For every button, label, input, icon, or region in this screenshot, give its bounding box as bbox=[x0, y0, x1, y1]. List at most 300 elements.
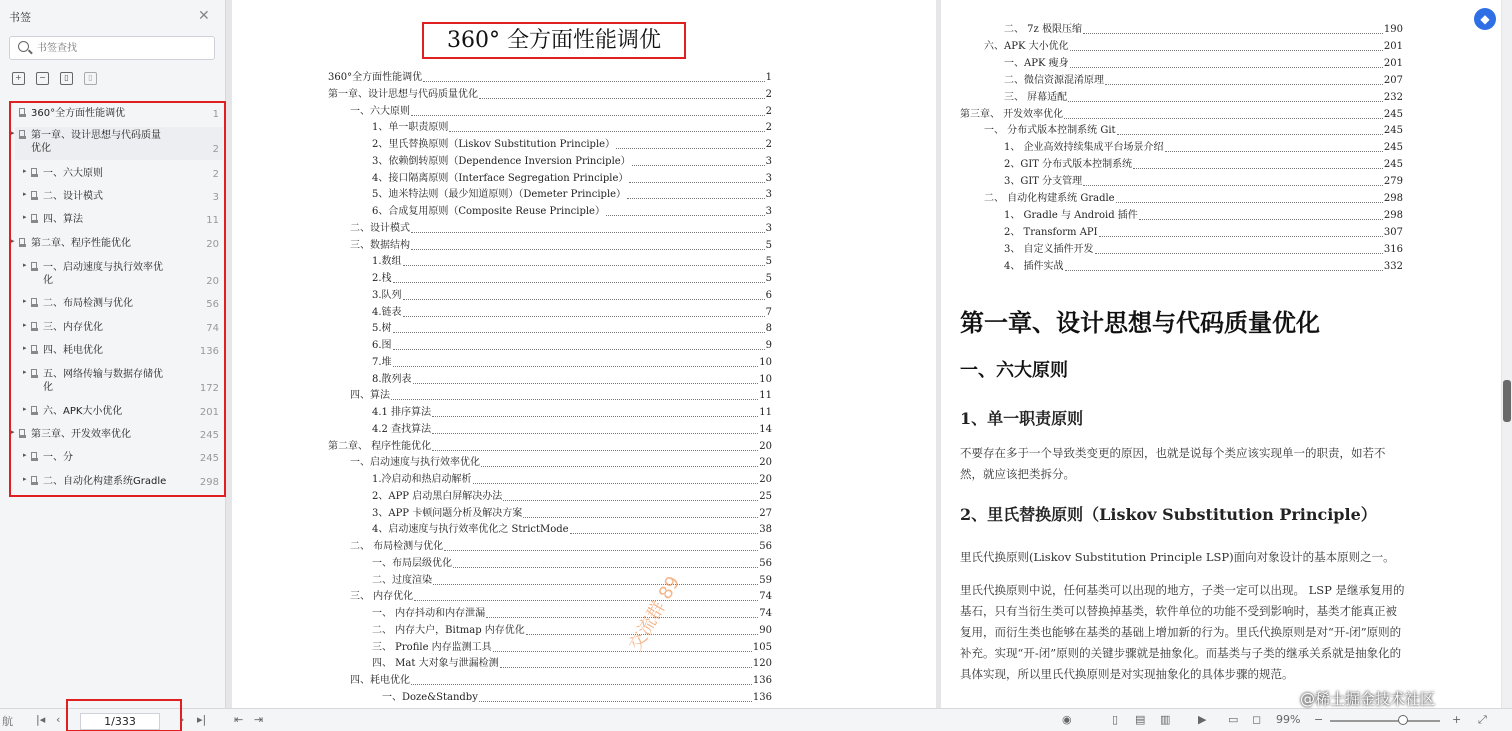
toc-entry-page: 11 bbox=[759, 407, 772, 418]
toc-leader-dots bbox=[1116, 192, 1383, 203]
toc-entry-text: 一、Doze&Standby bbox=[382, 692, 478, 703]
toc-entry-text: 2、GIT 分布式版本控制系统 bbox=[1004, 159, 1133, 170]
toc-leader-dots bbox=[479, 88, 765, 99]
single-page-icon[interactable]: ▯ bbox=[1112, 713, 1119, 726]
pdf-page-1 bbox=[232, 0, 936, 708]
bookmark-tree bbox=[9, 101, 226, 497]
play-icon[interactable]: ▶ bbox=[1198, 713, 1207, 726]
toc-entry-text: 四、 Mat 大对象与泄漏检测 bbox=[372, 658, 499, 669]
toc-entry[interactable] bbox=[960, 108, 1403, 122]
toc-leader-dots bbox=[1139, 209, 1383, 220]
bookmark-label: 六、APK大小优化 bbox=[43, 406, 123, 417]
toc-entry[interactable] bbox=[350, 674, 772, 688]
fit-page-icon[interactable]: ◻ bbox=[1252, 713, 1262, 726]
toc-entry-page: 5 bbox=[765, 256, 772, 267]
toc-entry-page: 3 bbox=[765, 173, 772, 184]
toc-leader-dots bbox=[1095, 243, 1383, 254]
table-of-contents bbox=[232, 0, 936, 708]
page-indicator-highlight bbox=[66, 699, 185, 731]
toc-entry[interactable] bbox=[372, 272, 772, 286]
toc-entry[interactable] bbox=[350, 222, 772, 236]
toc-entry[interactable] bbox=[382, 691, 772, 705]
bookmark-label-wrap: 化 bbox=[43, 275, 53, 286]
expand-arrow-icon[interactable]: ▸ bbox=[23, 321, 27, 329]
toc-leader-dots bbox=[629, 172, 764, 183]
toc-entry-text: 1、单一职责原则 bbox=[372, 122, 449, 133]
toc-leader-dots bbox=[473, 473, 759, 484]
back-icon[interactable]: ⇤ bbox=[234, 713, 244, 726]
next-page-icon[interactable]: › bbox=[180, 713, 185, 726]
bookmark-icon bbox=[31, 214, 37, 223]
toc-entry-text: 4.2 查找算法 bbox=[372, 424, 432, 435]
zoom-slider-handle[interactable] bbox=[1398, 715, 1408, 725]
bookmark-icon bbox=[31, 452, 37, 461]
toc-entry-text: 四、耗电优化 bbox=[350, 675, 410, 686]
chapter-heading: 第一章、设计思想与代码质量优化 bbox=[960, 308, 1320, 337]
toc-entry-page: 316 bbox=[1383, 244, 1403, 255]
bookmark-icon bbox=[31, 345, 37, 354]
toc-entry[interactable] bbox=[372, 423, 772, 437]
toc-entry[interactable] bbox=[372, 624, 772, 638]
fit-width-icon[interactable]: ▭ bbox=[1228, 713, 1239, 726]
toc-leader-dots bbox=[433, 574, 758, 585]
toc-entry-page: 245 bbox=[1383, 109, 1403, 120]
toc-entry-page: 27 bbox=[759, 508, 772, 519]
toc-entry[interactable] bbox=[372, 322, 772, 336]
toc-leader-dots bbox=[411, 674, 752, 685]
vertical-scrollbar[interactable] bbox=[1502, 0, 1512, 708]
toc-entry[interactable] bbox=[372, 339, 772, 353]
toc-entry-text: 5.树 bbox=[372, 323, 392, 334]
add-bookmark-icon[interactable]: ▯ bbox=[60, 72, 73, 85]
toc-entry-text: 2、里氏替换原则（Liskov Substitution Principle） bbox=[372, 139, 616, 150]
bookmark-page-number: 20 bbox=[206, 276, 219, 287]
toc-entry-page: 10 bbox=[759, 357, 772, 368]
toc-entry-text: 二、微信资源混淆原理 bbox=[1004, 75, 1104, 86]
toc-leader-dots bbox=[479, 691, 752, 702]
toc-leader-dots bbox=[481, 456, 758, 467]
toc-entry-text: 6.图 bbox=[372, 340, 392, 351]
bookmark-icon bbox=[19, 130, 25, 139]
toc-entry[interactable] bbox=[372, 306, 772, 320]
expand-arrow-icon[interactable]: ▸ bbox=[11, 129, 15, 137]
toc-entry-page: 7 bbox=[765, 307, 772, 318]
toc-entry[interactable] bbox=[372, 523, 772, 537]
toc-leader-dots bbox=[411, 239, 765, 250]
toc-entry[interactable] bbox=[372, 172, 772, 186]
bookmark-icon bbox=[31, 191, 37, 200]
toc-entry-page: 232 bbox=[1383, 92, 1403, 103]
toc-entry-text: 第一章、设计思想与代码质量优化 bbox=[328, 89, 478, 100]
toc-leader-dots bbox=[453, 557, 758, 568]
toc-entry-page: 14 bbox=[759, 424, 772, 435]
toc-entry[interactable] bbox=[350, 540, 772, 554]
toc-entry-page: 1 bbox=[765, 72, 772, 83]
toc-entry-page: 2 bbox=[765, 139, 772, 150]
toc-entry[interactable] bbox=[372, 574, 772, 588]
toc-entry[interactable] bbox=[1004, 209, 1403, 223]
bookmark-page-number: 136 bbox=[199, 346, 219, 357]
toc-leader-dots bbox=[414, 590, 758, 601]
toc-entry[interactable] bbox=[372, 406, 772, 420]
toc-leader-dots bbox=[1064, 108, 1383, 119]
toc-entry[interactable] bbox=[372, 138, 772, 152]
toc-entry-page: 56 bbox=[759, 558, 772, 569]
bookmark-label: 三、内存优化 bbox=[43, 322, 103, 333]
toc-entry-page: 2 bbox=[765, 122, 772, 133]
toc-entry-text: 第二章、 程序性能优化 bbox=[328, 441, 432, 452]
toc-entry-text: 8.散列表 bbox=[372, 374, 412, 385]
toc-entry[interactable] bbox=[328, 71, 772, 85]
paragraph-3: 里氏代换原则中说，任何基类可以出现的地方，子类一定可以出现。 LSP 是继承复用的基石，只有当衍生类可以替换掉基类，软件单位的功能不受到影响时，基类才能真正被复用，而衍生类也能够在基类的基础上增加新的行为。里氏代换原则是对“开-闭”原则的补充。实现“开-闭”原则的关键步骤就是抽象化。而基类与子类的继承关系就是抽象化的具体实现，所以里氏代换原则是对实现抽象化的具体步骤的规范。 bbox=[960, 583, 1405, 681]
bookmark-label: 第三章、开发效率优化 bbox=[31, 429, 131, 440]
toc-leader-dots bbox=[500, 657, 752, 668]
toc-entry-text: 3、 自定义插件开发 bbox=[1004, 244, 1094, 255]
toc-entry-page: 201 bbox=[1383, 58, 1403, 69]
toc-entry-text: 二、过度渲染 bbox=[372, 575, 432, 586]
toc-entry-page: 2 bbox=[765, 106, 772, 117]
bottom-toolbar bbox=[0, 708, 1512, 731]
toc-entry[interactable] bbox=[372, 473, 772, 487]
toc-entry-text: 一、 分布式版本控制系统 Git bbox=[984, 125, 1116, 136]
fullscreen-icon[interactable]: ⤢ bbox=[1478, 713, 1487, 726]
toc-entry-page: 38 bbox=[759, 524, 772, 535]
bookmark-page-number: 3 bbox=[212, 192, 219, 203]
toc-entry-text: 三、 屏幕适配 bbox=[1004, 92, 1068, 103]
toc-entry-page: 245 bbox=[1383, 142, 1403, 153]
toc-leader-dots bbox=[423, 71, 765, 82]
toc-entry-text: 4.链表 bbox=[372, 307, 402, 318]
bookmark-search-box[interactable] bbox=[9, 36, 215, 60]
toc-entry-text: 二、设计模式 bbox=[350, 223, 410, 234]
toc-entry[interactable] bbox=[372, 205, 772, 219]
toc-entry-text: 六、APK 大小优化 bbox=[984, 41, 1069, 52]
first-page-icon[interactable]: |◂ bbox=[36, 713, 46, 726]
toc-entry-text: 二、 内存大户，Bitmap 内存优化 bbox=[372, 625, 525, 636]
toc-entry-text: 3.队列 bbox=[372, 290, 402, 301]
toc-entry-page: 298 bbox=[1383, 193, 1403, 204]
bookmark-page-number: 74 bbox=[206, 323, 219, 334]
toc-leader-dots bbox=[411, 222, 765, 233]
bookmark-sidebar bbox=[0, 0, 226, 708]
toc-entry[interactable] bbox=[984, 192, 1403, 206]
toc-leader-dots bbox=[432, 440, 758, 451]
bookmark-icon bbox=[31, 262, 37, 271]
expand-arrow-icon[interactable]: ▸ bbox=[23, 475, 27, 483]
toc-leader-dots bbox=[1165, 141, 1383, 152]
toc-entry-page: 298 bbox=[1383, 210, 1403, 221]
zoom-out-icon[interactable]: − bbox=[1314, 713, 1324, 726]
collapse-all-icon[interactable]: − bbox=[36, 72, 49, 85]
paragraph-1: 不要存在多于一个导致类变更的原因，也就是说每个类应该实现单一的职责，如若不然，就应该把类拆分。 bbox=[960, 446, 1386, 481]
bookmark-label: 第二章、程序性能优化 bbox=[31, 238, 131, 249]
dual-page-icon[interactable]: ▥ bbox=[1160, 713, 1171, 726]
bookmark-icon bbox=[19, 108, 25, 117]
bookmark-page-number: 245 bbox=[199, 453, 219, 464]
toc-leader-dots bbox=[391, 389, 758, 400]
toc-entry-text: 三、 Profile 内存监测工具 bbox=[372, 642, 492, 653]
toc-entry[interactable] bbox=[1004, 226, 1403, 240]
expand-arrow-icon[interactable]: ▸ bbox=[23, 368, 27, 376]
subsection-heading-2: 2、里氏替换原则（Liskov Substitution Principle） bbox=[960, 505, 1377, 524]
toc-entry-text: 2、APP 启动黑白屏解决办法 bbox=[372, 491, 503, 502]
toc-leader-dots bbox=[393, 356, 759, 367]
bookmark-label: 二、布局检测与优化 bbox=[43, 298, 133, 309]
nav-label: 航 bbox=[2, 715, 13, 728]
toc-entry-page: 25 bbox=[759, 491, 772, 502]
toc-entry[interactable] bbox=[372, 188, 772, 202]
bookmark-label: 360°全方面性能调优 bbox=[31, 108, 126, 119]
expand-arrow-icon[interactable]: ▸ bbox=[11, 237, 15, 245]
prev-page-icon[interactable]: ‹ bbox=[56, 713, 61, 726]
toc-entry-page: 245 bbox=[1383, 125, 1403, 136]
toc-entry-text: 二、 自动化构建系统 Gradle bbox=[984, 193, 1115, 204]
bookmark-icon bbox=[19, 429, 25, 438]
toc-entry-page: 90 bbox=[759, 625, 772, 636]
toc-leader-dots bbox=[393, 339, 765, 350]
bookmark-icon bbox=[31, 476, 37, 485]
toc-entry[interactable] bbox=[984, 40, 1403, 54]
document-viewport[interactable] bbox=[226, 0, 1512, 708]
sidebar-title: 书签 bbox=[9, 11, 31, 24]
pdf-page-2 bbox=[941, 0, 1501, 708]
toc-leader-dots bbox=[1105, 74, 1383, 85]
paragraph-2: 里氏代换原则(Liskov Substitution Principle LSP)面向对象设计的基本原则之一。 bbox=[960, 550, 1395, 564]
toc-entry[interactable] bbox=[1004, 91, 1403, 105]
toc-entry-text: 360°全方面性能调优 bbox=[328, 72, 423, 83]
toc-entry-text: 一、启动速度与执行效率优化 bbox=[350, 457, 480, 468]
expand-arrow-icon[interactable]: ▸ bbox=[23, 167, 27, 175]
toc-entry-text: 1、 Gradle 与 Android 插件 bbox=[1004, 210, 1138, 221]
toc-entry[interactable] bbox=[984, 124, 1403, 138]
toc-entry[interactable] bbox=[328, 88, 772, 102]
toc-leader-dots bbox=[393, 322, 765, 333]
toc-entry-text: 2.栈 bbox=[372, 273, 392, 284]
toc-leader-dots bbox=[1133, 158, 1383, 169]
assistant-float-icon[interactable]: ◆ bbox=[1474, 8, 1496, 30]
toc-entry-page: 279 bbox=[1383, 176, 1403, 187]
bookmark-page-number: 2 bbox=[212, 169, 219, 180]
bookmark-page-number: 201 bbox=[199, 407, 219, 418]
toc-entry-page: 11 bbox=[759, 390, 772, 401]
toc-entry[interactable] bbox=[350, 456, 772, 470]
toc-leader-dots bbox=[1117, 124, 1383, 135]
toc-leader-dots bbox=[403, 255, 765, 266]
toc-entry[interactable] bbox=[350, 239, 772, 253]
toc-entry-text: 7.堆 bbox=[372, 357, 392, 368]
toc-entry-text: 3、APP 卡顿问题分析及解决方案 bbox=[372, 508, 523, 519]
toc-leader-dots bbox=[1070, 40, 1383, 51]
bookmark-page-number: 298 bbox=[199, 477, 219, 488]
toc-entry-text: 5、迪米特法则（最少知道原则）（Demeter Principle） bbox=[372, 189, 627, 200]
section-heading: 一、六大原则 bbox=[960, 360, 1068, 381]
toc-entry-page: 10 bbox=[759, 374, 772, 385]
expand-arrow-icon[interactable]: ▸ bbox=[23, 405, 27, 413]
toc-leader-dots bbox=[432, 423, 758, 434]
toc-entry[interactable] bbox=[372, 507, 772, 521]
bookmark-label: 四、算法 bbox=[43, 214, 83, 225]
bookmark-label: 五、网络传输与数据存储优 bbox=[43, 369, 163, 380]
bookmark-icon bbox=[31, 369, 37, 378]
expand-arrow-icon[interactable]: ▸ bbox=[23, 297, 27, 305]
toc-entry[interactable] bbox=[372, 557, 772, 571]
toc-entry[interactable] bbox=[372, 641, 772, 655]
toc-entry[interactable] bbox=[1004, 158, 1403, 172]
toc-entry-page: 3 bbox=[765, 156, 772, 167]
toc-entry[interactable] bbox=[350, 590, 772, 604]
toc-entry-text: 4.1 排序算法 bbox=[372, 407, 432, 418]
toc-entry-page: 190 bbox=[1383, 24, 1403, 35]
bookmark-icon bbox=[19, 238, 25, 247]
toc-leader-dots bbox=[1068, 91, 1383, 102]
toc-entry-page: 3 bbox=[765, 189, 772, 200]
toc-entry-page: 5 bbox=[765, 273, 772, 284]
expand-arrow-icon[interactable]: ▸ bbox=[23, 261, 27, 269]
toc-entry-page: 20 bbox=[759, 457, 772, 468]
expand-arrow-icon[interactable]: ▸ bbox=[11, 428, 15, 436]
toc-leader-dots bbox=[403, 306, 765, 317]
toc-entry[interactable] bbox=[1004, 243, 1403, 257]
zoom-in-icon[interactable]: + bbox=[1452, 713, 1462, 726]
toc-entry-text: 1.冷启动和热启动解析 bbox=[372, 474, 472, 485]
toc-entry-page: 136 bbox=[752, 675, 772, 686]
last-page-icon[interactable]: ▸| bbox=[197, 713, 207, 726]
toc-entry-page: 207 bbox=[1383, 75, 1403, 86]
toc-leader-dots bbox=[1070, 57, 1383, 68]
expand-all-icon[interactable]: + bbox=[12, 72, 25, 85]
toc-leader-dots bbox=[449, 121, 764, 132]
bookmark-icon bbox=[31, 298, 37, 307]
bookmark-label: 二、设计模式 bbox=[43, 191, 103, 202]
toc-entry-page: 120 bbox=[752, 658, 772, 669]
toc-entry[interactable] bbox=[372, 607, 772, 621]
expand-arrow-icon[interactable]: ▸ bbox=[23, 213, 27, 221]
toc-leader-dots bbox=[606, 205, 765, 216]
delete-bookmark-icon[interactable]: ▯ bbox=[84, 72, 97, 85]
expand-arrow-icon[interactable]: ▸ bbox=[23, 344, 27, 352]
toc-leader-dots bbox=[393, 272, 765, 283]
toc-leader-dots bbox=[503, 490, 758, 501]
toc-entry-text: 一、APK 瘦身 bbox=[1004, 58, 1069, 69]
expand-arrow-icon[interactable]: ▸ bbox=[23, 190, 27, 198]
eye-mode-icon[interactable]: ◉ bbox=[1062, 713, 1072, 726]
bookmark-label: 第一章、设计思想与代码质量 bbox=[31, 130, 161, 141]
toc-entry[interactable] bbox=[372, 155, 772, 169]
bookmark-label: 四、耗电优化 bbox=[43, 345, 103, 356]
toc-entry[interactable] bbox=[1004, 57, 1403, 71]
toc-entry[interactable] bbox=[372, 657, 772, 671]
toc-leader-dots bbox=[1065, 260, 1383, 271]
bookmark-icon bbox=[31, 322, 37, 331]
toc-entry[interactable] bbox=[350, 389, 772, 403]
toc-entry[interactable] bbox=[1004, 23, 1403, 37]
toc-entry[interactable] bbox=[1004, 74, 1403, 88]
subsection-heading-1: 1、单一职责原则 bbox=[960, 409, 1084, 428]
page-number-input[interactable]: 1/333 bbox=[80, 713, 160, 730]
toc-leader-dots bbox=[432, 406, 758, 417]
toc-leader-dots bbox=[413, 373, 759, 384]
toc-entry-page: 105 bbox=[752, 642, 772, 653]
toc-entry-text: 6、合成复用原则（Composite Reuse Principle） bbox=[372, 206, 605, 217]
bookmark-page-number: 245 bbox=[199, 430, 219, 441]
toc-entry-text: 四、算法 bbox=[350, 390, 390, 401]
bookmark-page-number: 56 bbox=[206, 299, 219, 310]
bookmark-label: 一、六大原则 bbox=[43, 168, 103, 179]
toc-entry[interactable] bbox=[1004, 141, 1403, 155]
toc-entry-text: 三、 内存优化 bbox=[350, 591, 414, 602]
toc-entry[interactable] bbox=[372, 289, 772, 303]
toc-entry-page: 6 bbox=[765, 290, 772, 301]
toc-entry-text: 3、GIT 分支管理 bbox=[1004, 176, 1083, 187]
toc-entry[interactable] bbox=[372, 121, 772, 135]
bookmark-page-number: 11 bbox=[206, 215, 219, 226]
zoom-slider[interactable] bbox=[1330, 720, 1440, 722]
toc-entry[interactable] bbox=[328, 440, 772, 454]
scrollbar-thumb[interactable] bbox=[1503, 380, 1511, 422]
toc-entry-page: 136 bbox=[752, 692, 772, 703]
toc-leader-dots bbox=[570, 523, 759, 534]
toc-entry-text: 4、接口隔离原则（Interface Segregation Principle） bbox=[372, 173, 629, 184]
toc-entry-text: 二、 布局检测与优化 bbox=[350, 541, 444, 552]
bookmark-icon bbox=[31, 406, 37, 415]
toc-leader-dots bbox=[486, 607, 758, 618]
expand-arrow-icon[interactable]: ▸ bbox=[23, 451, 27, 459]
page-title: 360° 全方面性能调优 bbox=[447, 28, 661, 53]
bookmark-label-wrap: 化 bbox=[43, 382, 53, 393]
toc-leader-dots bbox=[1083, 23, 1383, 34]
toc-entry-page: 74 bbox=[759, 591, 772, 602]
toc-entry[interactable] bbox=[350, 105, 772, 119]
bookmark-page-number: 2 bbox=[212, 144, 219, 155]
toc-entry[interactable] bbox=[372, 356, 772, 370]
toc-entry-page: 20 bbox=[759, 474, 772, 485]
toc-entry[interactable] bbox=[1004, 260, 1403, 274]
toc-entry-text: 一、 内存抖动和内存泄漏 bbox=[372, 608, 486, 619]
toc-entry[interactable] bbox=[372, 255, 772, 269]
toc-leader-dots bbox=[1099, 226, 1383, 237]
close-icon[interactable]: ✕ bbox=[198, 8, 210, 24]
toc-entry-text: 第三章、 开发效率优化 bbox=[960, 109, 1064, 120]
bookmark-page-number: 20 bbox=[206, 239, 219, 250]
bookmark-search-input[interactable] bbox=[37, 40, 207, 56]
toc-entry-page: 332 bbox=[1383, 261, 1403, 272]
search-icon bbox=[18, 41, 29, 52]
bookmark-label: 一、启动速度与执行效率优 bbox=[43, 262, 163, 273]
continuous-page-icon[interactable]: ▤ bbox=[1135, 713, 1146, 726]
bookmark-toolbar bbox=[12, 72, 97, 86]
zoom-percent[interactable]: 99% bbox=[1276, 713, 1301, 726]
toc-entry[interactable] bbox=[372, 373, 772, 387]
toc-entry-page: 20 bbox=[759, 441, 772, 452]
toc-leader-dots bbox=[616, 138, 765, 149]
bookmark-label-wrap: 优化 bbox=[31, 143, 51, 154]
toc-entry-text: 一、布局层级优化 bbox=[372, 558, 452, 569]
toc-leader-dots bbox=[627, 188, 765, 199]
toc-entry[interactable] bbox=[372, 490, 772, 504]
toc-entry-text: 3、依赖倒转原则（Dependence Inversion Principle） bbox=[372, 156, 631, 167]
toc-entry-page: 9 bbox=[765, 340, 772, 351]
bookmark-page-number: 1 bbox=[212, 109, 219, 120]
toc-entry-text: 二、 7z 极限压缩 bbox=[1004, 24, 1082, 35]
toc-entry-page: 59 bbox=[759, 575, 772, 586]
toc-entry[interactable] bbox=[1004, 175, 1403, 189]
toc-entry-page: 2 bbox=[765, 89, 772, 100]
toc-leader-dots bbox=[1083, 175, 1383, 186]
forward-icon[interactable]: ⇥ bbox=[254, 713, 264, 726]
toc-entry-text: 三、数据结构 bbox=[350, 240, 410, 251]
toc-entry-page: 3 bbox=[765, 206, 772, 217]
toc-leader-dots bbox=[411, 105, 765, 116]
